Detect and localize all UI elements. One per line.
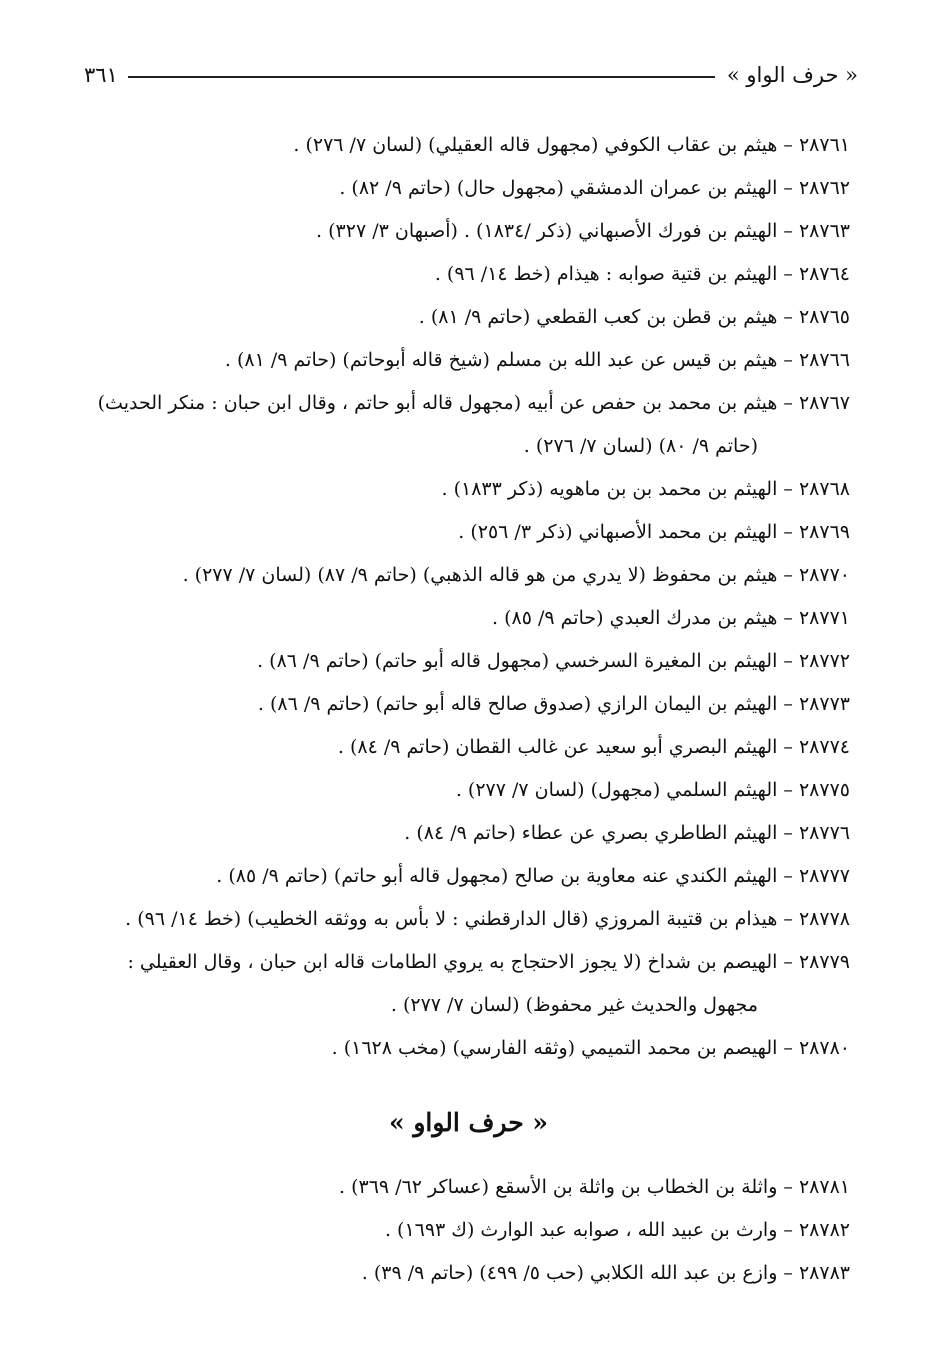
- entry-28767-continuation: (حاتم ٩/ ٨٠) (لسان ٧/ ٢٧٦) .: [523, 435, 758, 457]
- entry-28780: ٢٨٧٨٠ – الهيصم بن محمد التميمي (وثقه الفارسي) (مخب ١٦٢٨) .: [331, 1037, 850, 1059]
- entry-28769: ٢٨٧٦٩ – الهيثم بن محمد الأصبهاني (ذكر ٣/ ٢٥٦) .: [458, 521, 850, 543]
- entry-28774: ٢٨٧٧٤ – الهيثم البصري أبو سعيد عن غالب القطان (حاتم ٩/ ٨٤) .: [337, 736, 850, 758]
- entry-28763: ٢٨٧٦٣ – الهيثم بن فورك الأصبهاني (ذكر /١٨٣٤) . (أصبهان ٣/ ٣٢٧) .: [316, 220, 850, 242]
- section-title: « حرف الواو »: [388, 1108, 549, 1137]
- entry-list: [78, 124, 850, 1070]
- entry-list-waw: [78, 1166, 850, 1295]
- header-rule: [128, 76, 715, 78]
- entry-28777: ٢٨٧٧٧ – الهيثم الكندي عنه معاوية بن صالح (مجهول قاله أبو حاتم) (حاتم ٩/ ٨٥) .: [216, 865, 850, 887]
- entry-28764: ٢٨٧٦٤ – الهيثم بن قتية صوابه : هيذام (خط ١٤/ ٩٦) .: [434, 263, 850, 285]
- entry-28776: ٢٨٧٧٦ – الهيثم الطاطري بصري عن عطاء (حاتم ٩/ ٨٤) .: [404, 822, 850, 844]
- entry-28771: ٢٨٧٧١ – هيثم بن مدرك العبدي (حاتم ٩/ ٨٥) .: [492, 607, 850, 629]
- entry-28775: ٢٨٧٧٥ – الهيثم السلمي (مجهول) (لسان ٧/ ٢٧٧) .: [455, 779, 850, 801]
- entry-28779: ٢٨٧٧٩ – الهيصم بن شداخ (لا يجوز الاحتجاج به يروي الطامات قاله ابن حبان ، وقال العقيلي :: [127, 951, 850, 973]
- entry-28783: ٢٨٧٨٣ – وازع بن عبد الله الكلابي (حب ٥/ ٤٩٩) (حاتم ٩/ ٣٩) .: [361, 1262, 850, 1284]
- entry-28762: ٢٨٧٦٢ – الهيثم بن عمران الدمشقي (مجهول حال) (حاتم ٩/ ٨٢) .: [339, 177, 850, 199]
- entry-28773: ٢٨٧٧٣ – الهيثم بن اليمان الرازي (صدوق صالح قاله أبو حاتم) (حاتم ٩/ ٨٦) .: [257, 693, 850, 715]
- running-header: [84, 58, 858, 92]
- entry-28761: ٢٨٧٦١ – هيثم بن عقاب الكوفي (مجهول قاله العقيلي) (لسان ٧/ ٢٧٦) .: [293, 134, 850, 156]
- entry-28772: ٢٨٧٧٢ – الهيثم بن المغيرة السرخسي (مجهول قاله أبو حاتم) (حاتم ٩/ ٨٦) .: [257, 650, 850, 672]
- header-title: « حرف الواو »: [726, 63, 858, 87]
- entry-28770: ٢٨٧٧٠ – هيثم بن محفوظ (لا يدري من هو قاله الذهبي) (حاتم ٩/ ٨٧) (لسان ٧/ ٢٧٧) .: [182, 564, 850, 586]
- entry-28768: ٢٨٧٦٨ – الهيثم بن محمد بن بن ماهويه (ذكر ١٨٣٣) .: [441, 478, 850, 500]
- entry-28778: ٢٨٧٧٨ – هيذام بن قتيبة المروزي (قال الدارقطني : لا بأس به ووثقه الخطيب) (خط ١٤/ ٩٦) .: [125, 908, 850, 930]
- entry-28766: ٢٨٧٦٦ – هيثم بن قيس عن عبد الله بن مسلم (شيخ قاله أبوحاتم) (حاتم ٩/ ٨١) .: [224, 349, 850, 371]
- entry-28767: ٢٨٧٦٧ – هيثم بن محمد بن حفص عن أبيه (مجهول قاله أبو حاتم ، وقال ابن حبان : منكر الحديث): [97, 392, 850, 414]
- entry-28765: ٢٨٧٦٥ – هيثم بن قطن بن كعب القطعي (حاتم ٩/ ٨١) .: [418, 306, 850, 328]
- entry-28782: ٢٨٧٨٢ – وارث بن عبيد الله ، صوابه عبد الوارث (ك ١٦٩٣) .: [384, 1219, 850, 1241]
- entry-28779-continuation: مجهول والحديث غير محفوظ) (لسان ٧/ ٢٧٧) .: [390, 994, 758, 1016]
- entry-28781: ٢٨٧٨١ – واثلة بن الخطاب بن واثلة بن الأسقع (عساكر ٦٢/ ٣٦٩) .: [339, 1176, 850, 1198]
- page-number: ٣٦١: [84, 63, 118, 87]
